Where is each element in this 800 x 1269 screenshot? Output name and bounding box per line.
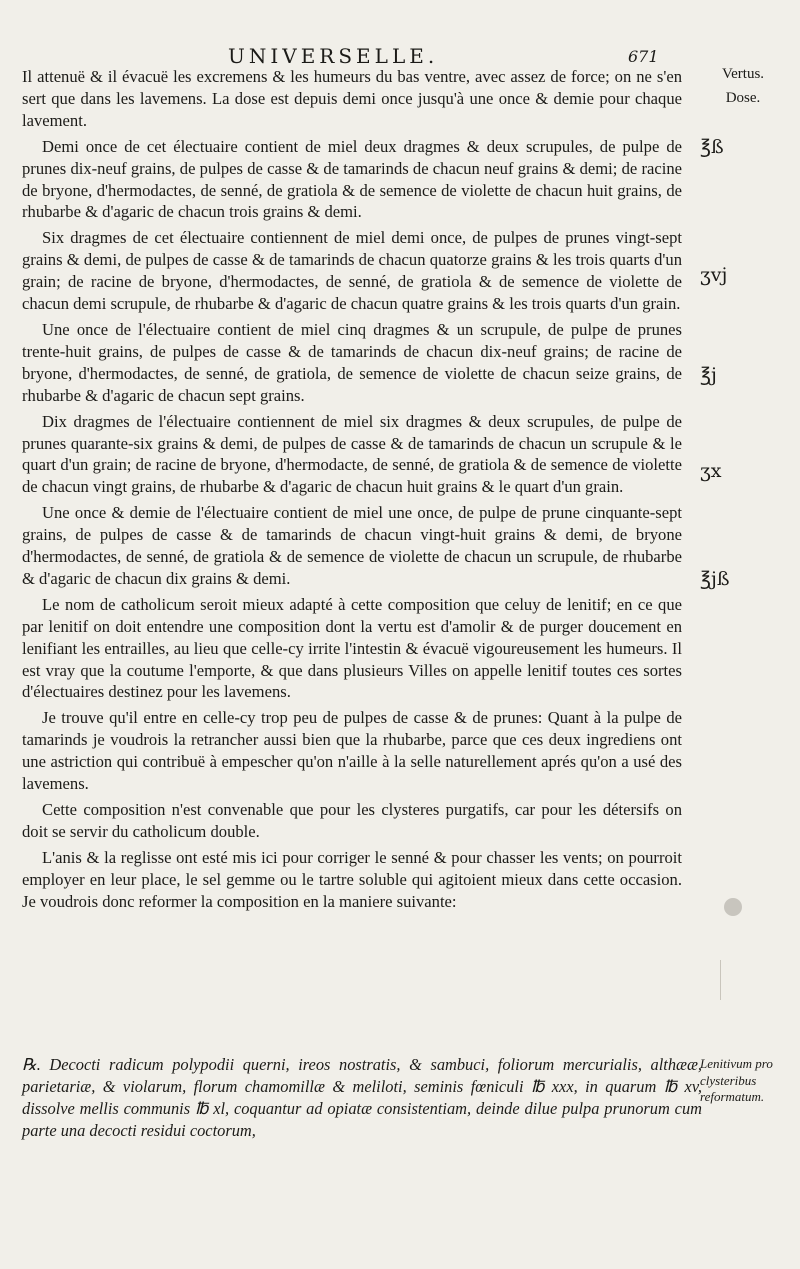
paragraph-pulpes: Je trouve qu'il entre en celle-cy trop peu de pulpes de casse & de prunes: Quant à la pulpe de tamarinds je voudrois la retrancher aussi bien que la rhubarbe, parce que ces deux ingrediens ont une astriction qui contribuë à empescher qu'on n'aille à la selle naturellement aprés qu'on a usé des lavemens. xyxy=(22,708,682,794)
dose-symbol-one-ounce: ℥j xyxy=(700,364,717,386)
paragraph-anis: L'anis & la reglisse ont esté mis ici pour corriger le senné & pour chasser les vents; on pourroit employer en leur place, le sel gemme ou le tartre soluble qui agitoient mieux dans cette occasion. Je voudrois donc reformer la composition en la maniere suivante: xyxy=(22,847,682,911)
paragraph-half-ounce: Demi once de cet électuaire contient de miel deux dragmes & deux scrupules, de pulpe de prunes dix-neuf grains, de pulpes de casse & de tamarinds de chacun neuf grains & demi; de racine de bryone, d'hermodactes, de senné, de gratiola & de semence de violette de chacun huit grains, de rhubarbe & d'agaric de chacun trois grains & demi. xyxy=(22,136,682,222)
paragraph-clysteres: Cette composition n'est convenable que pour les clysteres purgatifs, car pour les détersifs on doit se servir du catholicum double. xyxy=(22,800,682,841)
main-text xyxy=(22,66,682,917)
dose-symbol-one-and-half-ounce: ℥jß xyxy=(700,568,730,590)
margin-note-vertus: Vertus. xyxy=(721,66,765,82)
paragraph-ten-drams: Dix dragmes de l'électuaire contiennent de miel six dragmes & deux scrupules, de pulpe de prunes quarante-six grains & demi, de pulpes de casse & de tamarinds de chacun un scrupule & le quart d'un grain; de racine de bryone, d'hermodacte, de senné, de gratiola & de semence de violette de chacun vingt grains, de rhubarbe & d'agaric de chacun huit grains & le quart d'un grain. xyxy=(22,411,682,497)
margin-note-lenitivum: Lenitivum pro clysteribus reformatum. xyxy=(700,1056,773,1104)
running-title: UNIVERSELLE. xyxy=(228,44,439,68)
dose-symbol-half-ounce: ℥ß xyxy=(700,136,724,158)
page-number: 671 xyxy=(628,47,659,66)
paragraph-vertus: Il attenuë & il évacuë les excremens & les humeurs du bas ventre, avec assez de force; on ne s'en sert que dans les lavemens. La dose est depuis demi once jusqu'à une once & demie pour chaque lavement. xyxy=(22,67,682,130)
margin-note-dose: Dose. xyxy=(725,90,761,106)
paragraph-six-drams: Six dragmes de cet électuaire contiennent de miel demi once, de pulpes de prunes vingt-sept grains & demi, de pulpes de casse & de tamarinds de chacun quatorze grains & les trois quarts d'un grain; de racine de bryone, d'hermodactes, de senné, de gratiola & de semence de violette de chacun demi scrupule, de rhubarbe & d'agaric de chacun quatre grains & les trois quarts d'un grain. xyxy=(22,228,682,314)
page-mark xyxy=(720,960,721,1000)
ink-blot xyxy=(724,898,742,916)
paragraph-one-ounce: Une once de l'électuaire contient de miel cinq dragmes & un scrupule, de pulpe de prunes trente-huit grains, de pulpes de casse & de tamarinds de chacun dix-neuf grains; de racine de bryone, d'hermodactes, de senné, de gratiola, de semence de violette de chacun seize grains, de rhubarbe & d'agaric de chacun sept grains. xyxy=(22,319,682,405)
latin-formula: ℞. Decocti radicum polypodii querni, ireos nostratis, & sambuci, foliorum mercurialis, althææ, parietariæ, & violarum, florum chamomillæ & meliloti, seminis fœniculi ℔ xxx, in quarum ℔ xv, dissolve mellis communis ℔ xl, coquantur ad opiatæ consistentiam, deinde dilue pulpa prunorum cum parte una decocti residui coctorum, xyxy=(22,1055,702,1140)
paragraph-catholicum-name: Le nom de catholicum seroit mieux adapté à cette composition que celuy de lenitif; en ce que par lenitif on doit entendre une composition dont la vertu est d'amolir & de purger doucement en lenifiant les entrailles, au lieu que celle-cy irrite l'intestin & évacuë vigoureusement les humeurs. Il est vray que la coutume l'emporte, & que dans plusieurs Villes on appelle lenitif toutes ces sortes d'électuaires destinez pour les lavemens. xyxy=(22,594,682,702)
dose-symbol-ten-drams: ʒx xyxy=(700,460,722,482)
dose-symbol-six-drams: ʒvj xyxy=(700,264,728,286)
paragraph-one-and-half-ounce: Une once & demie de l'électuaire contient de miel une once, de pulpe de prune cinquante-sept grains, de pulpes de casse & de tamarinds de chacun vingt-huit grains & demi, de bryone d'hermodactes, de senné, de gratiola & de semence de violette de chacun un scrupule, de rhubarbe & d'agaric de chacun dix grains & demi. xyxy=(22,503,682,588)
